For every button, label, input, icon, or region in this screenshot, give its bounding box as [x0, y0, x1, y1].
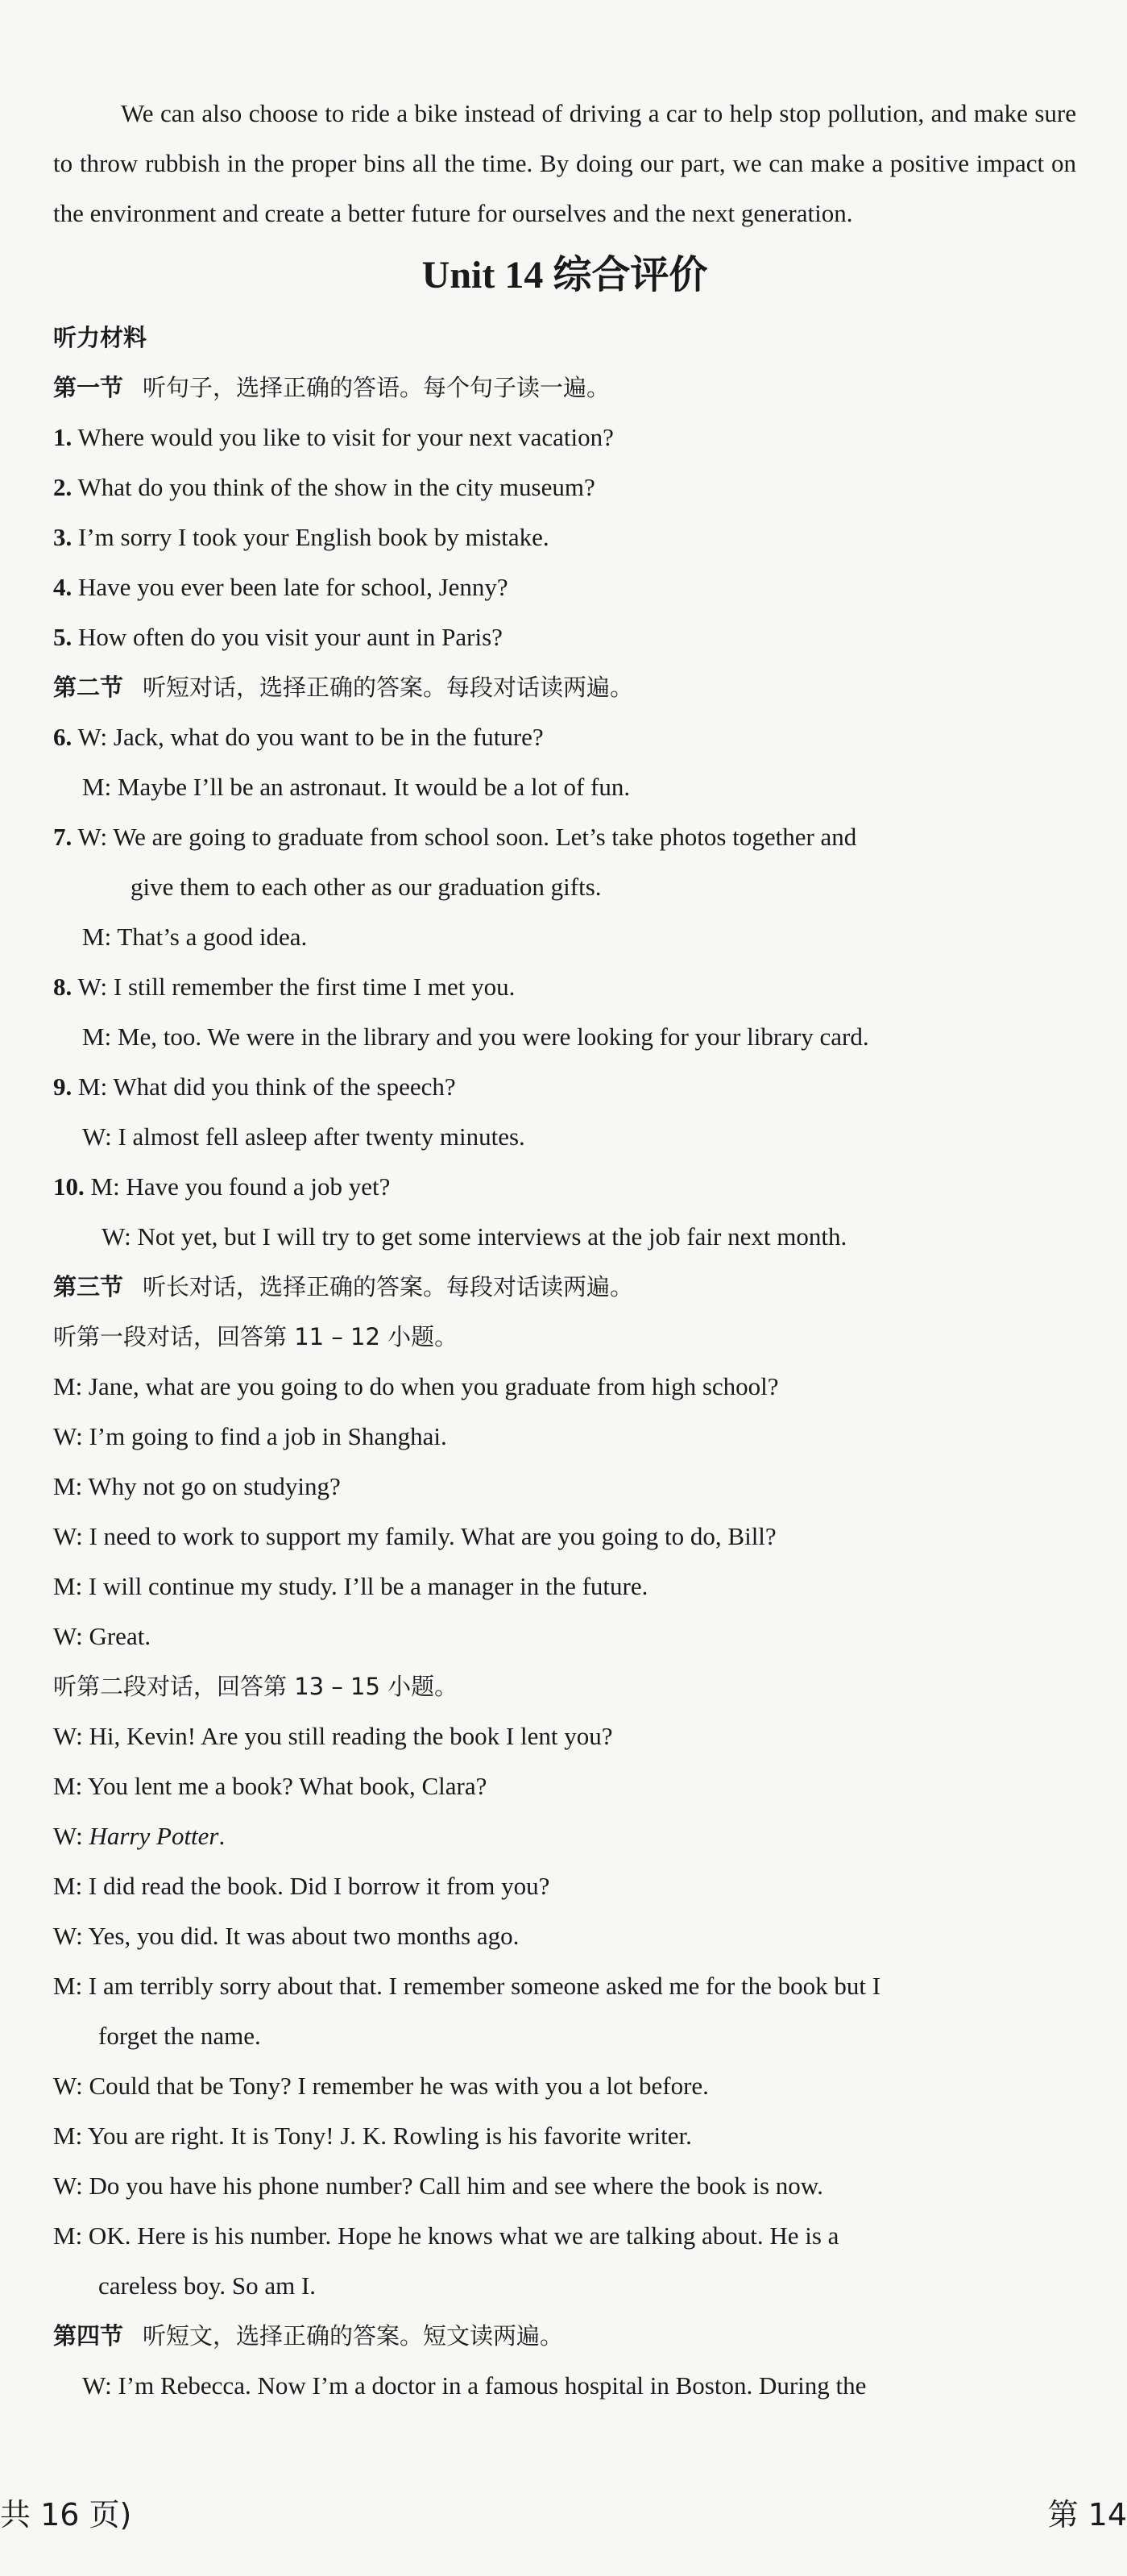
- question-10-line-b: W: Not yet, but I will try to get some interviews at the job fair next month.: [102, 1222, 847, 1251]
- conv1-line: M: I will continue my study. I’ll be a manager in the future.: [53, 1572, 648, 1600]
- conv2-line: W: Could that be Tony? I remember he was with you a lot before.: [53, 2072, 709, 2100]
- section3-instruction: 听长对话，选择正确的答案。每段对话读两遍。: [143, 1273, 634, 1300]
- q6-number: 6.: [53, 723, 73, 751]
- passage-start: W: I’m Rebecca. Now I’m a doctor in a famous hospital in Boston. During the: [82, 2371, 867, 2400]
- conv1-line: M: Jane, what are you going to do when you graduate from high school?: [53, 1372, 779, 1400]
- book-title: Harry Potter: [89, 1822, 219, 1850]
- section2-label: 第二节: [53, 674, 124, 701]
- conv2-line: M: OK. Here is his number. Hope he knows what we are talking about. He is a: [53, 2221, 839, 2250]
- conversation-1-heading: 听第一段对话，回答第 11 – 12 小题。: [53, 1323, 458, 1350]
- document-page: [53, 89, 1076, 2411]
- q1-text: Where would you like to visit for your next vacation?: [77, 423, 614, 451]
- q10-number: 10.: [53, 1172, 85, 1201]
- conv2-line: W: Hi, Kevin! Are you still reading the book I lent you?: [53, 1722, 613, 1750]
- q5-text: How often do you visit your aunt in Paris?: [78, 623, 503, 651]
- conv2-line: M: I did read the book. Did I borrow it from you?: [53, 1872, 550, 1900]
- conversation-2-heading: 听第二段对话，回答第 13 – 15 小题。: [53, 1673, 458, 1700]
- conv2-line: [53, 1811, 1076, 1861]
- q4-number: 4.: [53, 573, 73, 601]
- q6-line-a: W: Jack, what do you want to be in the future?: [77, 723, 544, 751]
- section2-instruction: 听短对话，选择正确的答案。每段对话读两遍。: [143, 674, 634, 701]
- question-3: [53, 512, 1076, 562]
- conv2-line: M: You are right. It is Tony! J. K. Rowling is his favorite writer.: [53, 2122, 692, 2150]
- q9-number: 9.: [53, 1072, 73, 1101]
- conv2-line-cont: careless boy. So am I.: [98, 2271, 317, 2300]
- question-5: [53, 612, 1076, 662]
- q7-number: 7.: [53, 823, 73, 851]
- question-8-line-b: M: Me, too. We were in the library and you were looking for your library card.: [82, 1023, 869, 1051]
- conv1-line: W: I need to work to support my family. What are you going to do, Bill?: [53, 1522, 777, 1550]
- question-7-line-a: [53, 812, 1076, 862]
- unit-title: Unit 14 综合评价: [421, 254, 708, 297]
- q8-number: 8.: [53, 973, 73, 1001]
- conv1-line: W: I’m going to find a job in Shanghai.: [53, 1422, 447, 1450]
- conv2-line: W: Yes, you did. It was about two months ago.: [53, 1922, 520, 1950]
- footer-page-total: 共 16 页): [0, 2497, 132, 2532]
- q10-line-a: M: Have you found a job yet?: [90, 1172, 391, 1201]
- q9-line-a: M: What did you think of the speech?: [78, 1072, 456, 1101]
- question-4: [53, 562, 1076, 612]
- q3-number: 3.: [53, 523, 73, 551]
- q1-number: 1.: [53, 423, 73, 451]
- q2-text: What do you think of the show in the city museum?: [77, 473, 595, 501]
- question-6-line-b: M: Maybe I’ll be an astronaut. It would be a lot of fun.: [82, 773, 631, 801]
- q2-number: 2.: [53, 473, 73, 501]
- section2-heading: [53, 662, 1076, 712]
- section1-heading: [53, 363, 1076, 413]
- conv2-speaker: W:: [53, 1822, 89, 1850]
- question-1: [53, 413, 1076, 463]
- conv2-line: M: You lent me a book? What book, Clara?: [53, 1772, 487, 1800]
- conv2-line: W: Do you have his phone number? Call him and see where the book is now.: [53, 2172, 823, 2200]
- section3-label: 第三节: [53, 1273, 124, 1300]
- section4-heading: [53, 2311, 1076, 2361]
- section3-heading: [53, 1262, 1076, 1312]
- question-10-line-a: [53, 1162, 1076, 1212]
- question-9-line-a: [53, 1062, 1076, 1112]
- q8-line-a: W: I still remember the first time I met you.: [77, 973, 516, 1001]
- question-8-line-a: [53, 962, 1076, 1012]
- q3-text: I’m sorry I took your English book by mistake.: [78, 523, 549, 551]
- section4-instruction: 听短文，选择正确的答案。短文读两遍。: [143, 2322, 564, 2350]
- q5-number: 5.: [53, 623, 73, 651]
- section1-label: 第一节: [53, 374, 124, 401]
- q4-text: Have you ever been late for school, Jenny?: [78, 573, 508, 601]
- question-7-line-b: M: That’s a good idea.: [82, 923, 308, 951]
- footer-page-number: 第 14: [1047, 2497, 1127, 2532]
- section1-instruction: 听句子，选择正确的答语。每个句子读一遍。: [143, 374, 611, 401]
- section4-label: 第四节: [53, 2322, 124, 2350]
- conv2-line-cont: forget the name.: [98, 2022, 261, 2050]
- question-2: [53, 463, 1076, 512]
- conv1-line: M: Why not go on studying?: [53, 1472, 341, 1500]
- intro-paragraph: We can also choose to ride a bike instead of driving a car to help stop pollution, and make sure to throw rubbish in the proper bins all the time. By doing our part, we can make a positive impact on the environment and create a better future for ourselves and the next generation.: [53, 99, 1076, 227]
- question-6-line-a: [53, 712, 1076, 762]
- conv2-punct: .: [218, 1822, 226, 1850]
- question-9-line-b: W: I almost fell asleep after twenty minutes.: [82, 1122, 525, 1151]
- q7-line-a1: W: We are going to graduate from school soon. Let’s take photos together and: [77, 823, 857, 851]
- conv2-line: M: I am terribly sorry about that. I remember someone asked me for the book but I: [53, 1972, 881, 2000]
- listening-label: 听力材料: [53, 324, 147, 351]
- question-7-line-a2: give them to each other as our graduation gifts.: [131, 873, 602, 901]
- conv1-line: W: Great.: [53, 1622, 151, 1650]
